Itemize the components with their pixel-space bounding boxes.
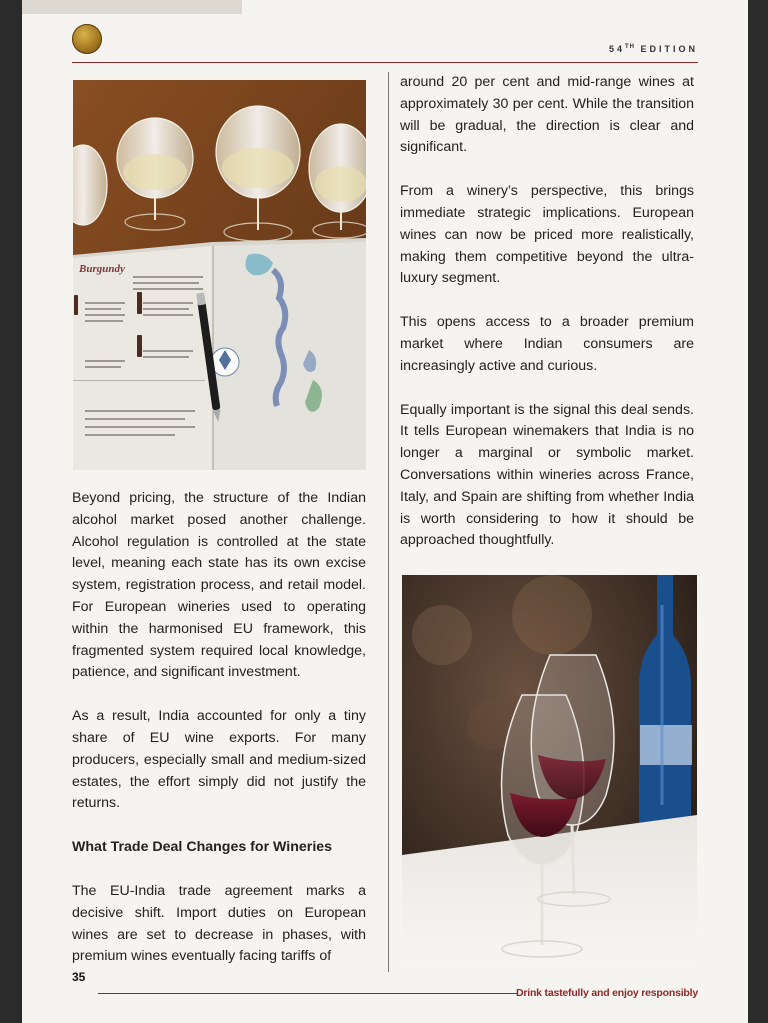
magazine-page xyxy=(22,0,748,1023)
left-column xyxy=(72,488,366,968)
book-heading: Burgundy xyxy=(79,263,125,275)
right-paragraph-4: Equally important is the signal this deal sends. It tells European winemakers that India is no longer a marginal or symbolic market. Conversations within wineries across France, Italy, and Spain are shifting from whether India is worth considering to how it should be approached thoughtfully. xyxy=(400,401,694,549)
gold-seal-logo xyxy=(72,24,102,54)
edition-label xyxy=(609,44,698,54)
edition-number: 54 xyxy=(608,44,625,54)
photo-red-wine-glasses xyxy=(402,575,697,963)
right-paragraph-3: This opens access to a broader premium market where Indian consumers are increasingly active and curious. xyxy=(400,314,694,374)
photo-glasses-burgundy-map xyxy=(73,80,366,470)
top-shade xyxy=(22,0,242,14)
section-heading: What Trade Deal Changes for Wineries xyxy=(72,839,333,856)
footer-tagline: Drink tastefully and enjoy responsibly xyxy=(515,987,698,999)
footer-rule xyxy=(98,993,518,994)
left-paragraph-2: As a result, India accounted for only a tiny share of EU wine exports. For many producers, especially small and medium-sized estates, the effort simply did not justify the returns. xyxy=(72,708,366,812)
right-paragraph-2: From a winery’s perspective, this brings immediate strategic implications. European wines can now be priced more realistically, making them competitive beyond the ultra-luxury segment. xyxy=(400,183,694,287)
edition-suffix: TH xyxy=(624,44,635,50)
column-divider xyxy=(388,72,389,972)
edition-word: EDITION xyxy=(640,44,698,54)
right-paragraph-1: around 20 per cent and mid-range wines at approximately 30 per cent. While the transition will be gradual, the direction is clear and significant. xyxy=(400,74,694,156)
left-paragraph-3: The EU-India trade agreement marks a decisive shift. Import duties on European wines are set to decrease in phases, with premium wines eventually facing tariffs of xyxy=(72,882,366,965)
page-number: 35 xyxy=(72,970,86,984)
right-column xyxy=(400,72,694,552)
left-paragraph-1: Beyond pricing, the structure of the Indian alcohol market posed another challenge. Alcohol regulation is controlled at the state level, meaning each state has its own excise system, registration process, and retail model. For European wineries used to operating within the harmonised EU framework, this fragmented system required local knowledge, patience, and significant investment. xyxy=(72,490,366,681)
header-rule xyxy=(72,62,698,63)
